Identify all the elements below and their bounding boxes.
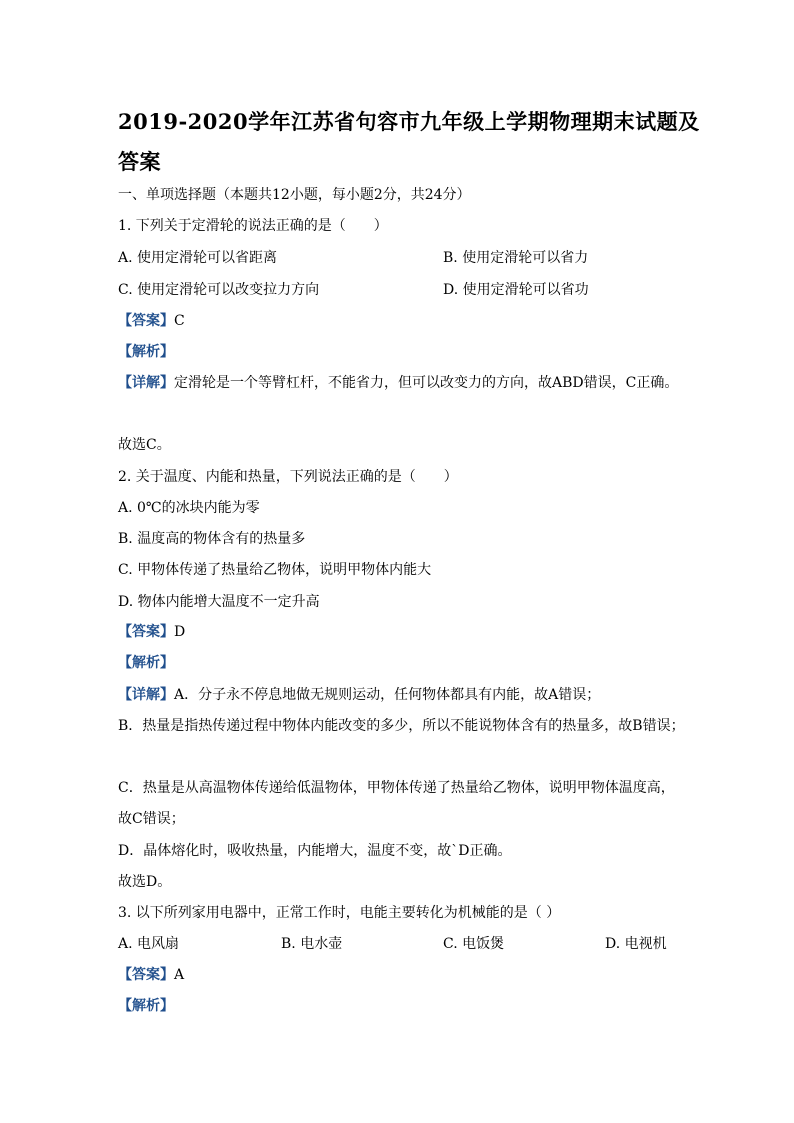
answer-value: C [174, 313, 185, 329]
question-1-analysis-tag: 【解析】 [118, 344, 174, 360]
question-1-option-c: C. 使用定滑轮可以改变拉力方向 [118, 282, 320, 298]
question-2-stem: 2. 关于温度、内能和热量，下列说法正确的是（ ） [118, 469, 458, 485]
question-1-detail [118, 374, 678, 392]
question-2-analysis-tag: 【解析】 [118, 655, 174, 671]
question-1-conclusion: 故选C。 [118, 437, 171, 453]
question-2-conclusion: 故选D。 [118, 874, 172, 890]
question-3-option-d: D. 电视机 [605, 936, 667, 952]
question-2-option-a: A. 0℃的冰块内能为零 [118, 500, 260, 516]
detail-text: 定滑轮是一个等臂杠杆，不能省力，但可以改变力的方向，故ABD错误，C正确。 [174, 375, 679, 391]
question-2-detail-b: B．热量是指热传递过程中物体内能改变的多少，所以不能说物体含有的热量多，故B错误； [118, 718, 685, 734]
answer-value: A [174, 967, 185, 983]
answer-tag: 【答案】 [118, 624, 174, 640]
question-2-option-d: D. 物体内能增大温度不一定升高 [118, 594, 320, 610]
question-2-detail-d: D．晶体熔化时，吸收热量，内能增大，温度不变，故`D正确。 [118, 843, 512, 859]
question-2-option-c: C. 甲物体传递了热量给乙物体，说明甲物体内能大 [118, 562, 432, 578]
detail-text: A．分子永不停息地做无规则运动，任何物体都具有内能，故A错误； [174, 687, 601, 703]
question-2-option-b: B. 温度高的物体含有的热量多 [118, 531, 306, 547]
answer-tag: 【答案】 [118, 313, 174, 329]
question-2-answer [118, 623, 185, 641]
detail-tag: 【详解】 [118, 687, 174, 703]
document-title-line-1: 2019-2020学年江苏省句容市九年级上学期物理期末试题及 [118, 109, 700, 134]
question-3-analysis-tag: 【解析】 [118, 998, 174, 1014]
question-1-stem: 1. 下列关于定滑轮的说法正确的是（ ） [118, 218, 388, 234]
document-title-line-2: 答案 [118, 149, 161, 174]
question-3-answer [118, 966, 184, 984]
question-1-answer [118, 312, 185, 330]
question-2-detail-c-line-2: 故C错误； [118, 811, 185, 827]
question-3-option-c: C. 电饭煲 [443, 936, 505, 952]
question-3-option-a: A. 电风扇 [118, 936, 180, 952]
answer-value: D [174, 624, 186, 640]
section-heading: 一、单项选择题（本题共12小题，每小题2分，共24分） [118, 187, 471, 203]
answer-tag: 【答案】 [118, 967, 174, 983]
question-2-detail-a [118, 686, 600, 704]
question-1-option-a: A. 使用定滑轮可以省距离 [118, 250, 278, 266]
detail-tag: 【详解】 [118, 375, 174, 391]
question-1-option-d: D. 使用定滑轮可以省功 [443, 282, 589, 298]
question-2-detail-c-line-1: C．热量是从高温物体传递给低温物体，甲物体传递了热量给乙物体，说明甲物体温度高， [118, 780, 675, 796]
question-3-stem: 3. 以下所列家用电器中，正常工作时，电能主要转化为机械能的是（ ） [118, 905, 561, 921]
question-1-option-b: B. 使用定滑轮可以省力 [443, 250, 589, 266]
question-3-option-b: B. 电水壶 [281, 936, 343, 952]
